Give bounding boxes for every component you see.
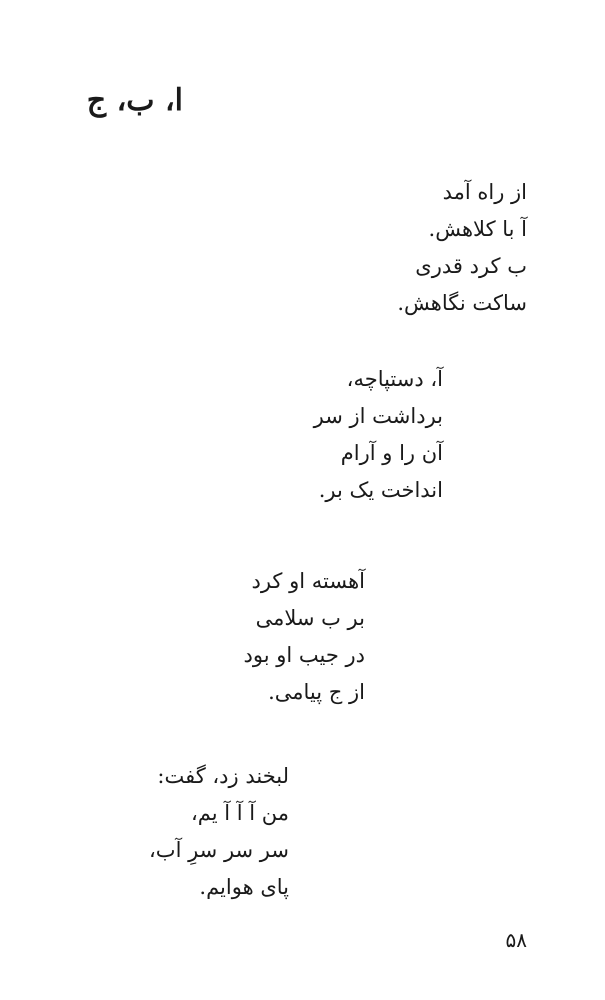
stanza-line: من آ آ آ یم،: [190, 801, 289, 825]
stanza-2: [314, 361, 443, 509]
stanza-line: برداشت از سر: [313, 404, 443, 428]
stanza-line: آهسته او کرد: [251, 569, 365, 593]
stanza-line: آن را و آرام: [340, 441, 443, 465]
page-number: ۵۸: [505, 928, 527, 952]
stanza-1: [397, 174, 527, 322]
stanza-4: [149, 758, 289, 906]
stanza-line: ب کرد قدری: [415, 254, 527, 278]
stanza-line: پای هوایم.: [199, 875, 289, 899]
stanza-line: سر سر سرِ آب،: [149, 838, 289, 862]
stanza-line: بر ب سلامی: [255, 606, 365, 630]
stanza-line: از راه آمد: [442, 180, 527, 204]
stanza-line: لبخند زد، گفت:: [157, 764, 289, 788]
stanza-line: در جیب او بود: [243, 643, 365, 667]
stanza-line: انداخت یک بر.: [318, 478, 443, 502]
stanza-line: ساکت نگاهش.: [397, 291, 527, 315]
stanza-line: آ، دستپاچه،: [346, 367, 443, 391]
poem-title: ا، ب، ج: [86, 83, 183, 118]
stanza-3: [244, 563, 365, 711]
stanza-line: از ج پیامی.: [268, 680, 365, 704]
stanza-line: آ با کلاهش.: [428, 217, 527, 241]
